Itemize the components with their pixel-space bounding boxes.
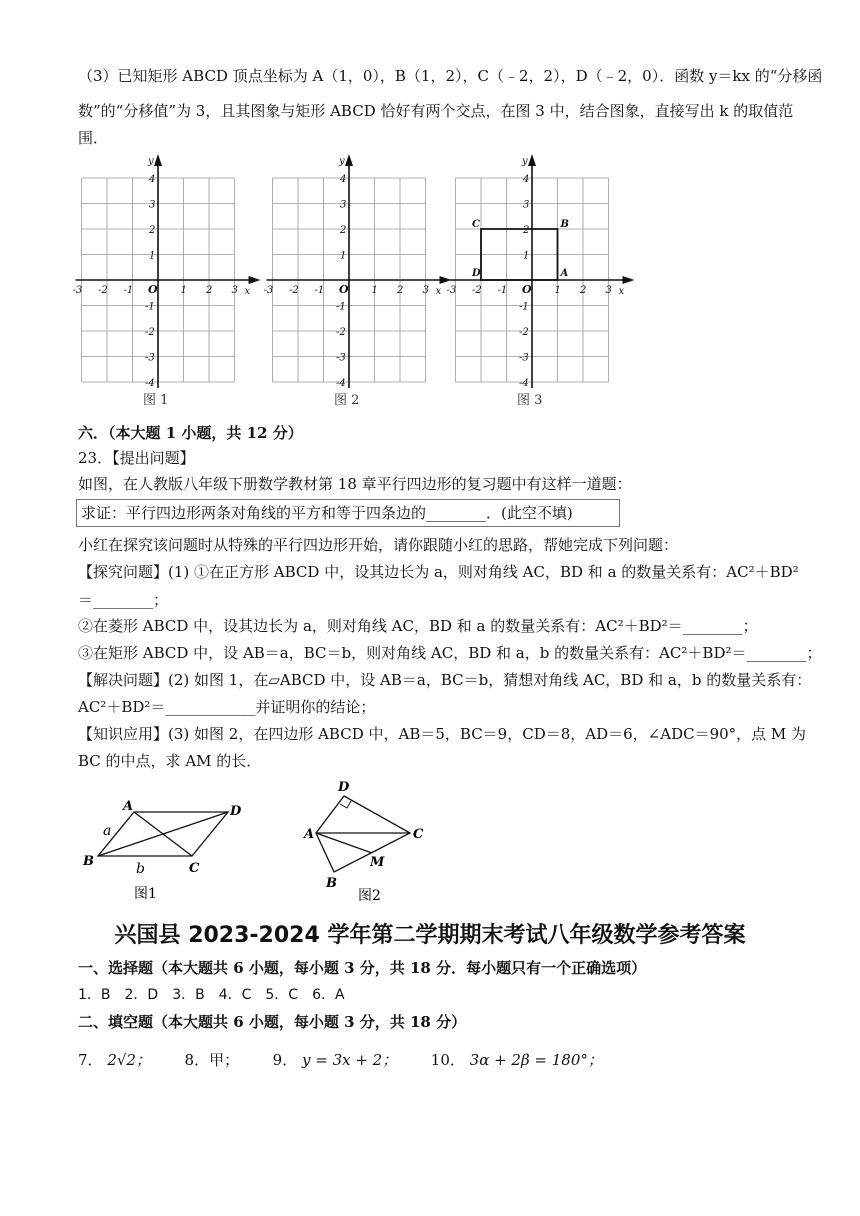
grid2-y-tick-label: -3: [336, 352, 346, 364]
grid1-x-tick-label: 2: [206, 285, 213, 296]
grid1-x-tick-label: -3: [72, 285, 83, 296]
grid3-x-tick-label: 2: [580, 285, 587, 296]
q23-label: 23．【提出问题】: [78, 449, 195, 467]
fig1-label-d-vertex: D: [230, 804, 242, 819]
grid3-y-label: y: [522, 156, 528, 167]
grid1-y-tick-label: -3: [145, 352, 155, 364]
q9-number: 9．: [272, 1051, 298, 1069]
grid2-y-tick-label: 3: [340, 199, 347, 211]
q8-answer: 8．甲；: [184, 1051, 240, 1069]
grid2-y-tick-label: -1: [336, 301, 346, 313]
fig1-label-b-vertex: B: [83, 854, 94, 869]
fig1-label-side-a: a: [103, 823, 112, 839]
grid3-x-tick-label: O: [522, 283, 532, 296]
q22-part3-line2: 数”的“分移值”为 3，且其图象与矩形 ABCD 恰好有两个交点，在图 3 中，结合图象，直接写出 k 的取值范: [78, 102, 794, 120]
grid1-x-tick-label: -1: [123, 285, 134, 296]
grid2-y-tick-label: 2: [340, 225, 347, 236]
grid3-y-tick-label: -2: [519, 327, 529, 338]
q23-explore-2: ②在菱形 ABCD 中，设其边长为 a，则对角线 AC，BD 和 a 的数量关系有：AC²＋BD²＝________；: [78, 617, 758, 635]
grid3-y-tick-label: 3: [523, 199, 530, 211]
fig3-label-d: D: [472, 268, 481, 279]
grid2-y-tick-label: 1: [340, 250, 347, 262]
q23-apply-1: 【知识应用】(3) 如图 2，在四边形 ABCD 中，AB＝5，BC＝9，CD＝8，AD＝6，∠ADC＝90°，点 M 为: [78, 725, 807, 743]
q22-part3-line1: （3）已知矩形 ABCD 顶点坐标为 A（1，0），B（1，2），C（﹣2，2），D（﹣2，0）．函数 y＝kx 的“分移函: [78, 67, 823, 85]
grid2-y-tick-label: -2: [336, 327, 346, 338]
grid3-x-tick-label: 3: [605, 285, 612, 296]
fig1-label-side-b: b: [136, 861, 145, 877]
grid3-x-tick-label: -3: [446, 285, 457, 296]
figure-1-parallelogram: [76, 790, 266, 902]
q23-solve-2: AC²＋BD²＝____________并证明你的结论；: [78, 698, 376, 716]
grid3-y-tick-label: 2: [523, 225, 530, 236]
answers-section1-list: 1．B 2．D 3．B 4．C 5．C 6．A: [78, 987, 345, 1003]
grid2-y-tick-label: 4: [340, 174, 347, 185]
fig3-label-b: B: [560, 219, 569, 230]
grid1-y-tick-label: -1: [145, 301, 155, 313]
grid3-x-label: x: [618, 286, 625, 297]
section6-heading: 六．（本大题 1 小题，共 12 分）: [78, 424, 303, 442]
grid2-x-tick-label: 1: [371, 285, 378, 296]
grid2-x-tick-label: -3: [263, 285, 274, 296]
q10-number: 10．: [430, 1051, 465, 1069]
grid1-y-arrow: [154, 154, 162, 166]
q23-guide: 小红在探究该问题时从特殊的平行四边形开始，请你跟随小红的思路，帮她完成下列问题：: [78, 536, 679, 554]
grid2-x-tick-label: 3: [422, 285, 429, 296]
fig2-label-b: B: [326, 876, 337, 891]
grid3-y-tick-label: -4: [519, 378, 529, 389]
q23-explore-3: ③在矩形 ABCD 中，设 AB＝a，BC＝b，则对角线 AC，BD 和 a，b 的数量关系有：AC²＋BD²＝________；: [78, 644, 822, 662]
grid2-x-tick-label: -2: [289, 285, 299, 296]
answers-fill-blank-row: [78, 1050, 603, 1070]
grid1-x-tick-label: O: [148, 283, 158, 296]
grid1-x-tick-label: 1: [180, 285, 187, 296]
grid1-x-arrow: [249, 276, 261, 284]
q23-explore-1: 【探究问题】(1) ①在正方形 ABCD 中，设其边长为 a，则对角线 AC，BD 和 a 的数量关系有：AC²＋BD²: [78, 563, 799, 581]
fig1-label-c-vertex: C: [189, 861, 200, 876]
fig2-label-m: M: [370, 855, 385, 870]
q10-answer: 3α + 2β = 180°；: [469, 1051, 603, 1069]
grid3-y-arrow: [528, 154, 536, 166]
grid1-x-tick-label: -2: [98, 285, 108, 296]
answer-key-title: 兴国县 2023-2024 学年第二学期期末考试八年级数学参考答案: [114, 923, 746, 948]
q23-apply-2: BC 的中点，求 AM 的长．: [78, 752, 262, 770]
grid2-caption: 图 2: [334, 393, 360, 408]
grid1-y-tick-label: -4: [145, 378, 155, 389]
fig3-label-c: C: [472, 219, 480, 230]
grid3-x-tick-label: -1: [497, 285, 508, 296]
grid2-x-tick-label: 2: [397, 285, 404, 296]
answers-section1-heading: 一、选择题（本大题共 6 小题，每小题 3 分，共 18 分．每小题只有一个正确选项）: [78, 959, 647, 977]
q7-number: 7．: [78, 1051, 103, 1069]
grid2-x-tick-label: O: [339, 283, 349, 296]
grid1-x-tick-label: 3: [231, 285, 238, 296]
grid3-y-tick-label: 1: [523, 250, 530, 262]
q23-solve-1: 【解决问题】(2) 如图 1，在▱ABCD 中，设 AB＝a，BC＝b，猜想对角线 AC，BD 和 a，b 的数量关系有：: [78, 671, 812, 689]
q23-explore-1b: ＝________；: [78, 591, 169, 609]
grid2-x-label: x: [435, 286, 442, 297]
q9-answer: y = 3x + 2；: [301, 1051, 398, 1069]
fig3-label-a: A: [560, 268, 569, 279]
grid3-y-tick-label: -3: [519, 352, 529, 364]
fig1-label-a-vertex: A: [123, 799, 134, 814]
grid3-x-tick-label: -2: [472, 285, 482, 296]
grid1-y-tick-label: 4: [149, 174, 156, 185]
q7-answer: 2√2；: [107, 1051, 151, 1069]
q22-part3-line3: 围．: [78, 129, 109, 147]
grid1-y-tick-label: -2: [145, 327, 155, 338]
coordinate-grids: [70, 150, 670, 410]
grid2-y-label: y: [339, 156, 345, 167]
figure-2-quadrilateral: [296, 776, 436, 904]
answers-section2-heading: 二、填空题（本大题共 6 小题，每小题 3 分，共 18 分）: [78, 1013, 467, 1031]
grid3-x-arrow: [623, 276, 635, 284]
grid3-x-tick-label: 1: [554, 285, 561, 296]
grid2-y-tick-label: -4: [336, 378, 346, 389]
grid3-y-tick-label: 4: [523, 174, 530, 185]
fig1-caption: 图1: [134, 886, 157, 902]
grid1-caption: 图 1: [143, 393, 169, 408]
fig2-caption: 图2: [358, 888, 381, 904]
grid2-x-tick-label: -1: [314, 285, 325, 296]
fig2-label-d: D: [338, 780, 350, 795]
q23-intro: 如图，在人教版八年级下册数学教材第 18 章平行四边形的复习题中有这样一道题：: [78, 475, 632, 493]
grid1-y-tick-label: 3: [149, 199, 156, 211]
q23-boxed-text: 求证：平行四边形两条对角线的平方和等于四条边的________．(此空不填): [81, 504, 573, 522]
grid3-caption: 图 3: [517, 393, 543, 408]
grid1-y-tick-label: 1: [149, 250, 156, 262]
grid1-y-label: y: [148, 156, 154, 167]
fig2-label-c: C: [413, 827, 424, 842]
grid1-y-tick-label: 2: [149, 225, 156, 236]
q23-boxed-statement: [76, 499, 620, 527]
fig2-label-a: A: [304, 827, 315, 842]
grid3-y-tick-label: -1: [519, 301, 529, 313]
grid2-y-arrow: [345, 154, 353, 166]
grid1-x-label: x: [244, 286, 251, 297]
